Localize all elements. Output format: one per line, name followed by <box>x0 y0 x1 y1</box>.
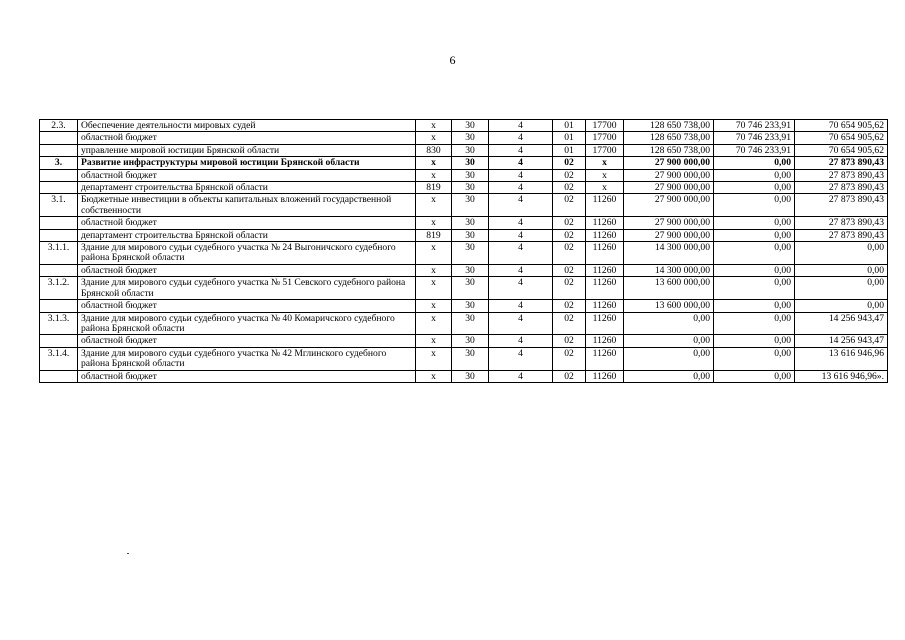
budget-table <box>39 119 888 383</box>
code-5-cell: 11260 <box>586 194 624 217</box>
table-row <box>40 169 888 181</box>
code-1-cell: x <box>416 169 452 181</box>
value-2-cell: 0,00 <box>714 169 795 181</box>
code-3-cell: 4 <box>489 217 553 229</box>
row-name-cell: Здание для мирового судьи судебного участка № 24 Выгоничского судебного района Брянской области <box>78 242 416 265</box>
code-3-cell: 4 <box>489 132 553 144</box>
value-3-cell: 27 873 890,43 <box>795 169 888 181</box>
row-name-cell: департамент строительства Брянской области <box>78 229 416 241</box>
code-1-cell: x <box>416 300 452 312</box>
code-4-cell: 02 <box>553 182 586 194</box>
code-3-cell: 4 <box>489 312 553 335</box>
code-4-cell: 02 <box>553 300 586 312</box>
code-3-cell: 4 <box>489 229 553 241</box>
value-1-cell: 27 900 000,00 <box>624 169 714 181</box>
value-2-cell: 0,00 <box>714 347 795 370</box>
table-row <box>40 229 888 241</box>
value-3-cell: 27 873 890,43 <box>795 182 888 194</box>
value-1-cell: 128 650 738,00 <box>624 120 714 132</box>
code-2-cell: 30 <box>452 157 489 169</box>
value-2-cell: 0,00 <box>714 277 795 300</box>
row-number-cell: 3.1.4. <box>40 347 78 370</box>
code-2-cell: 30 <box>452 144 489 156</box>
value-2-cell: 0,00 <box>714 335 795 347</box>
row-name-cell: Здание для мирового судьи судебного участка № 42 Мглинского судебного района Брянской области <box>78 347 416 370</box>
code-2-cell: 30 <box>452 300 489 312</box>
code-4-cell: 02 <box>553 335 586 347</box>
value-3-cell: 14 256 943,47 <box>795 335 888 347</box>
code-1-cell: x <box>416 335 452 347</box>
table-row <box>40 347 888 370</box>
value-2-cell: 0,00 <box>714 229 795 241</box>
code-5-cell: 11260 <box>586 347 624 370</box>
code-1-cell: x <box>416 157 452 169</box>
value-2-cell: 70 746 233,91 <box>714 132 795 144</box>
code-2-cell: 30 <box>452 347 489 370</box>
row-name-cell: областной бюджет <box>78 370 416 382</box>
code-5-cell: 11260 <box>586 335 624 347</box>
code-5-cell: x <box>586 157 624 169</box>
row-name-cell: Развитие инфраструктуры мировой юстиции Брянской области <box>78 157 416 169</box>
code-2-cell: 30 <box>452 277 489 300</box>
code-2-cell: 30 <box>452 264 489 276</box>
code-4-cell: 02 <box>553 312 586 335</box>
code-1-cell: x <box>416 217 452 229</box>
row-name-cell: управление мировой юстиции Брянской области <box>78 144 416 156</box>
code-2-cell: 30 <box>452 370 489 382</box>
code-4-cell: 01 <box>553 120 586 132</box>
value-3-cell: 13 616 946,96». <box>795 370 888 382</box>
code-4-cell: 02 <box>553 277 586 300</box>
code-4-cell: 02 <box>553 229 586 241</box>
code-3-cell: 4 <box>489 347 553 370</box>
value-1-cell: 128 650 738,00 <box>624 144 714 156</box>
row-number-cell <box>40 264 78 276</box>
code-4-cell: 02 <box>553 169 586 181</box>
code-4-cell: 02 <box>553 370 586 382</box>
value-1-cell: 13 600 000,00 <box>624 277 714 300</box>
code-4-cell: 01 <box>553 144 586 156</box>
row-number-cell: 3.1.1. <box>40 242 78 265</box>
value-1-cell: 14 300 000,00 <box>624 264 714 276</box>
code-3-cell: 4 <box>489 335 553 347</box>
code-1-cell: 819 <box>416 182 452 194</box>
row-name-cell: Здание для мирового судьи судебного участка № 40 Комаричского судебного района Брянской области <box>78 312 416 335</box>
table-row <box>40 182 888 194</box>
code-2-cell: 30 <box>452 132 489 144</box>
row-name-cell: Обеспечение деятельности мировых судей <box>78 120 416 132</box>
value-1-cell: 27 900 000,00 <box>624 229 714 241</box>
table-row <box>40 217 888 229</box>
row-name-cell: областной бюджет <box>78 264 416 276</box>
code-3-cell: 4 <box>489 157 553 169</box>
code-2-cell: 30 <box>452 335 489 347</box>
table-row <box>40 300 888 312</box>
value-3-cell: 70 654 905,62 <box>795 120 888 132</box>
code-3-cell: 4 <box>489 182 553 194</box>
code-5-cell: 17700 <box>586 144 624 156</box>
code-1-cell: 819 <box>416 229 452 241</box>
row-number-cell: 3.1. <box>40 194 78 217</box>
table-row <box>40 120 888 132</box>
code-3-cell: 4 <box>489 120 553 132</box>
code-3-cell: 4 <box>489 370 553 382</box>
row-number-cell: 2.3. <box>40 120 78 132</box>
value-2-cell: 0,00 <box>714 182 795 194</box>
value-2-cell: 0,00 <box>714 217 795 229</box>
row-number-cell: 3. <box>40 157 78 169</box>
code-1-cell: x <box>416 347 452 370</box>
value-2-cell: 0,00 <box>714 194 795 217</box>
code-3-cell: 4 <box>489 264 553 276</box>
value-2-cell: 0,00 <box>714 157 795 169</box>
value-1-cell: 27 900 000,00 <box>624 217 714 229</box>
code-4-cell: 01 <box>553 132 586 144</box>
code-2-cell: 30 <box>452 312 489 335</box>
row-number-cell: 3.1.3. <box>40 312 78 335</box>
value-1-cell: 0,00 <box>624 347 714 370</box>
code-1-cell: x <box>416 132 452 144</box>
value-1-cell: 0,00 <box>624 335 714 347</box>
row-name-cell: областной бюджет <box>78 217 416 229</box>
table-body <box>40 120 888 383</box>
value-3-cell: 27 873 890,43 <box>795 217 888 229</box>
row-name-cell: областной бюджет <box>78 169 416 181</box>
value-3-cell: 14 256 943,47 <box>795 312 888 335</box>
row-name-cell: областной бюджет <box>78 335 416 347</box>
value-3-cell: 27 873 890,43 <box>795 157 888 169</box>
code-5-cell: 17700 <box>586 120 624 132</box>
value-3-cell: 27 873 890,43 <box>795 194 888 217</box>
row-name-cell: департамент строительства Брянской области <box>78 182 416 194</box>
value-3-cell: 27 873 890,43 <box>795 229 888 241</box>
value-3-cell: 70 654 905,62 <box>795 132 888 144</box>
value-2-cell: 0,00 <box>714 370 795 382</box>
table-row <box>40 132 888 144</box>
value-2-cell: 0,00 <box>714 264 795 276</box>
value-1-cell: 27 900 000,00 <box>624 157 714 169</box>
code-1-cell: x <box>416 264 452 276</box>
code-2-cell: 30 <box>452 169 489 181</box>
row-name-cell: Здание для мирового судьи судебного участка № 51 Севского судебного района Брянской области <box>78 277 416 300</box>
table-row <box>40 264 888 276</box>
code-4-cell: 02 <box>553 217 586 229</box>
code-1-cell: x <box>416 242 452 265</box>
code-3-cell: 4 <box>489 144 553 156</box>
value-1-cell: 14 300 000,00 <box>624 242 714 265</box>
code-3-cell: 4 <box>489 242 553 265</box>
code-1-cell: x <box>416 312 452 335</box>
value-2-cell: 0,00 <box>714 300 795 312</box>
row-number-cell <box>40 132 78 144</box>
value-2-cell: 70 746 233,91 <box>714 144 795 156</box>
code-4-cell: 02 <box>553 194 586 217</box>
value-1-cell: 27 900 000,00 <box>624 194 714 217</box>
code-1-cell: 830 <box>416 144 452 156</box>
value-1-cell: 0,00 <box>624 312 714 335</box>
code-2-cell: 30 <box>452 182 489 194</box>
table-row <box>40 144 888 156</box>
table-row <box>40 277 888 300</box>
table-row <box>40 335 888 347</box>
value-3-cell: 0,00 <box>795 300 888 312</box>
value-1-cell: 0,00 <box>624 370 714 382</box>
row-number-cell <box>40 169 78 181</box>
value-3-cell: 13 616 946,96 <box>795 347 888 370</box>
code-1-cell: x <box>416 194 452 217</box>
code-3-cell: 4 <box>489 169 553 181</box>
row-number-cell <box>40 335 78 347</box>
code-4-cell: 02 <box>553 264 586 276</box>
row-number-cell <box>40 300 78 312</box>
value-1-cell: 27 900 000,00 <box>624 182 714 194</box>
code-5-cell: x <box>586 182 624 194</box>
value-3-cell: 70 654 905,62 <box>795 144 888 156</box>
table-row <box>40 242 888 265</box>
value-1-cell: 128 650 738,00 <box>624 132 714 144</box>
table-row <box>40 370 888 382</box>
table-row <box>40 157 888 169</box>
code-5-cell: 11260 <box>586 370 624 382</box>
row-number-cell <box>40 229 78 241</box>
code-2-cell: 30 <box>452 194 489 217</box>
row-name-cell: областной бюджет <box>78 132 416 144</box>
code-5-cell: 11260 <box>586 217 624 229</box>
value-3-cell: 0,00 <box>795 264 888 276</box>
value-2-cell: 70 746 233,91 <box>714 120 795 132</box>
code-4-cell: 02 <box>553 242 586 265</box>
code-4-cell: 02 <box>553 157 586 169</box>
value-2-cell: 0,00 <box>714 312 795 335</box>
code-5-cell: 11260 <box>586 242 624 265</box>
code-2-cell: 30 <box>452 242 489 265</box>
row-name-cell: Бюджетные инвестиции в объекты капитальных вложений государственной собственности <box>78 194 416 217</box>
code-1-cell: x <box>416 120 452 132</box>
code-1-cell: x <box>416 277 452 300</box>
code-3-cell: 4 <box>489 194 553 217</box>
row-number-cell <box>40 370 78 382</box>
scan-speck <box>127 553 129 554</box>
row-name-cell: областной бюджет <box>78 300 416 312</box>
code-5-cell: 11260 <box>586 300 624 312</box>
code-3-cell: 4 <box>489 300 553 312</box>
row-number-cell <box>40 182 78 194</box>
code-2-cell: 30 <box>452 217 489 229</box>
row-number-cell <box>40 144 78 156</box>
code-1-cell: x <box>416 370 452 382</box>
code-4-cell: 02 <box>553 347 586 370</box>
table-row <box>40 312 888 335</box>
value-1-cell: 13 600 000,00 <box>624 300 714 312</box>
code-5-cell: x <box>586 169 624 181</box>
code-2-cell: 30 <box>452 120 489 132</box>
code-5-cell: 17700 <box>586 132 624 144</box>
page-number: 6 <box>449 53 456 67</box>
code-3-cell: 4 <box>489 277 553 300</box>
code-5-cell: 11260 <box>586 264 624 276</box>
value-3-cell: 0,00 <box>795 277 888 300</box>
code-5-cell: 11260 <box>586 229 624 241</box>
code-2-cell: 30 <box>452 229 489 241</box>
code-5-cell: 11260 <box>586 312 624 335</box>
value-2-cell: 0,00 <box>714 242 795 265</box>
row-number-cell: 3.1.2. <box>40 277 78 300</box>
table-row <box>40 194 888 217</box>
code-5-cell: 11260 <box>586 277 624 300</box>
row-number-cell <box>40 217 78 229</box>
value-3-cell: 0,00 <box>795 242 888 265</box>
